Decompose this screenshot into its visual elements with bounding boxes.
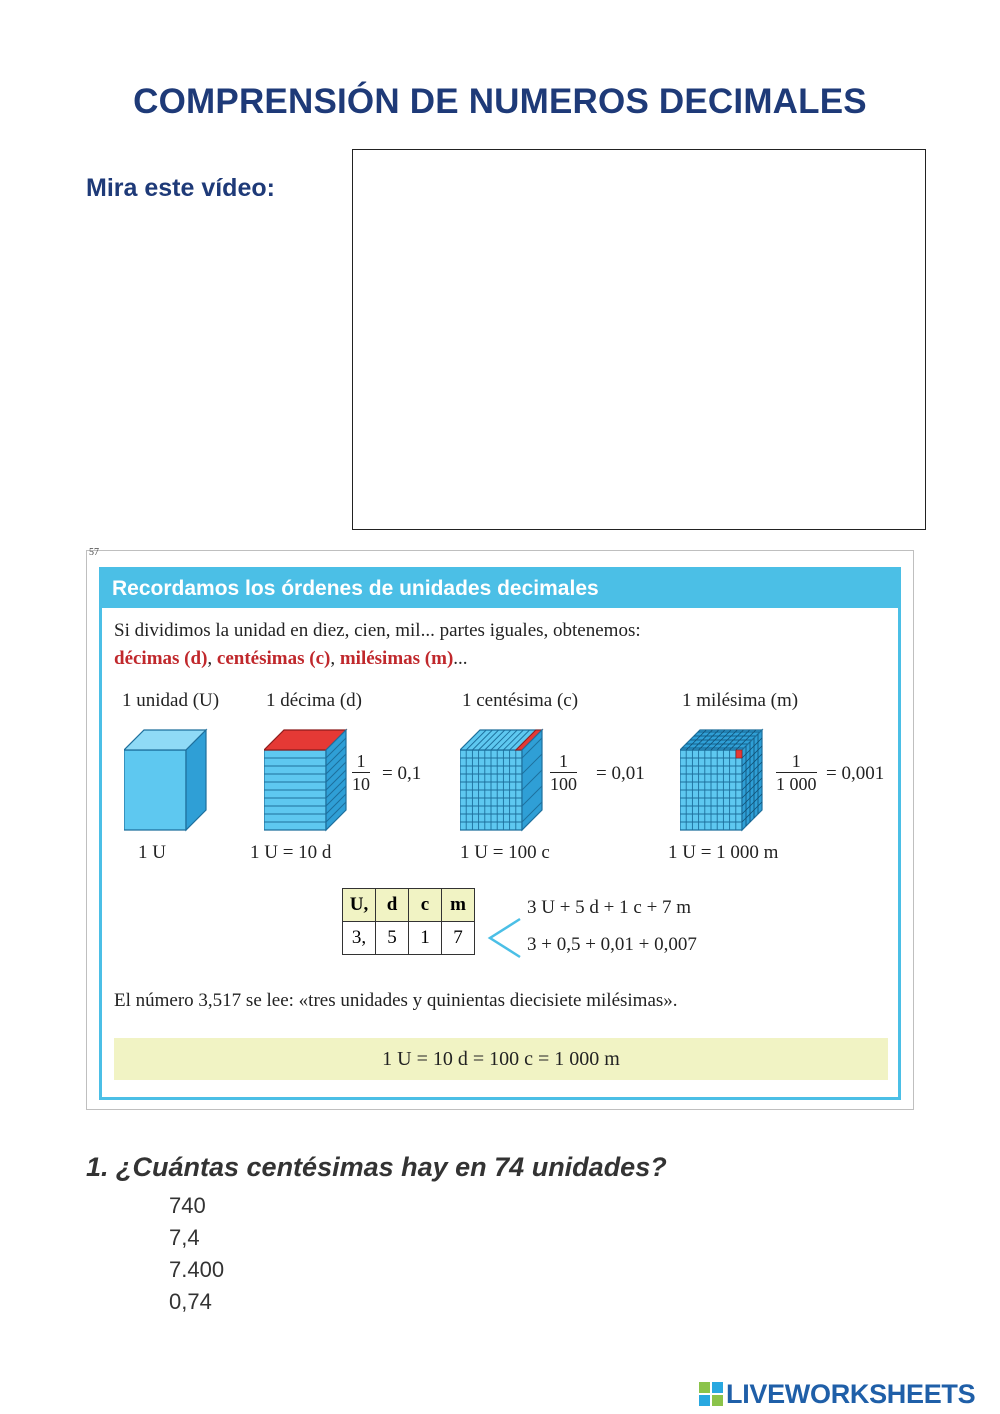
unit-label-centesima: 1 centésima (c) — [462, 690, 579, 711]
fraction-numerator: 1 — [776, 750, 817, 773]
answer-option[interactable]: 7.400 — [169, 1257, 225, 1282]
expansion-units: 3 U + 5 d + 1 c + 7 m — [527, 897, 692, 918]
unit-cube-icon — [124, 728, 214, 833]
page-title: COMPRENSIÓN DE NUMEROS DECIMALES — [133, 82, 867, 121]
decima-cube-icon — [264, 728, 354, 833]
fraction-numerator: 1 — [550, 750, 577, 773]
textbook-panel — [99, 567, 901, 1100]
bracket-icon — [486, 913, 522, 963]
textbook-heading: Recordamos los órdenes de unidades decimales — [102, 570, 898, 608]
intro-line-2 — [114, 648, 468, 670]
equivalence-milesima: 1 U = 1 000 m — [668, 842, 779, 863]
place-value-header-row — [343, 889, 475, 922]
answer-option[interactable]: 740 — [169, 1193, 206, 1218]
page-number: 57 — [89, 547, 99, 558]
equivalence-centesima: 1 U = 100 c — [460, 842, 550, 863]
place-value-table — [342, 888, 475, 955]
fraction-denominator: 100 — [550, 774, 577, 794]
intro-separator: , — [330, 648, 340, 669]
intro-separator: , — [207, 648, 217, 669]
expansion-decimal: 3 + 0,5 + 0,01 + 0,007 — [527, 934, 697, 955]
fraction-value-centesima: = 0,01 — [596, 763, 645, 784]
answer-option[interactable]: 7,4 — [169, 1225, 200, 1250]
fraction-denominator: 10 — [352, 774, 370, 794]
question-1: 1. ¿Cuántas centésimas hay en 74 unidades? — [86, 1152, 667, 1182]
term-milesimas: milésimas (m) — [339, 648, 454, 669]
unit-label-unidad: 1 unidad (U) — [122, 690, 220, 711]
fraction-milesima — [776, 750, 817, 795]
video-player[interactable] — [352, 149, 926, 530]
unit-label-decima: 1 décima (d) — [266, 690, 363, 711]
brand-name: LIVEWORKSHEETS — [726, 1378, 976, 1409]
header-centesimas: c — [409, 889, 442, 922]
term-centesimas: centésimas (c) — [216, 648, 331, 669]
value-unidades: 3, — [343, 922, 376, 955]
fraction-value-decima: = 0,1 — [382, 763, 422, 784]
header-unidades: U, — [343, 889, 376, 922]
textbook-excerpt — [86, 547, 914, 1110]
centesima-cube-icon — [460, 728, 550, 833]
milesima-cube-icon — [680, 728, 770, 833]
header-milesimas: m — [442, 889, 475, 922]
fraction-value-milesima: = 0,001 — [826, 763, 885, 784]
value-decimas: 5 — [376, 922, 409, 955]
value-milesimas: 7 — [442, 922, 475, 955]
summary-box: 1 U = 10 d = 100 c = 1 000 m — [114, 1038, 888, 1080]
unit-label-milesima: 1 milésima (m) — [682, 690, 799, 711]
value-centesimas: 1 — [409, 922, 442, 955]
fraction-denominator: 1 000 — [776, 774, 817, 794]
place-value-row — [343, 922, 475, 955]
equivalence-decima: 1 U = 10 d — [250, 842, 332, 863]
fraction-decima — [352, 750, 370, 795]
fraction-centesima — [550, 750, 577, 795]
liveworksheets-logo-icon — [698, 1381, 724, 1407]
header-decimas: d — [376, 889, 409, 922]
equivalence-unidad: 1 U — [138, 842, 166, 863]
video-label: Mira este vídeo: — [86, 174, 275, 202]
term-decimas: décimas (d) — [114, 648, 208, 669]
reading-sentence: El número 3,517 se lee: «tres unidades y quinientas diecisiete milésimas». — [114, 990, 678, 1011]
answer-options — [169, 1190, 224, 1318]
intro-ellipsis: ... — [453, 648, 468, 669]
liveworksheets-logo[interactable] — [698, 1378, 975, 1410]
intro-line-1: Si dividimos la unidad en diez, cien, mil... partes iguales, obtenemos: — [114, 620, 641, 641]
fraction-numerator: 1 — [352, 750, 370, 773]
answer-option[interactable]: 0,74 — [169, 1289, 212, 1314]
